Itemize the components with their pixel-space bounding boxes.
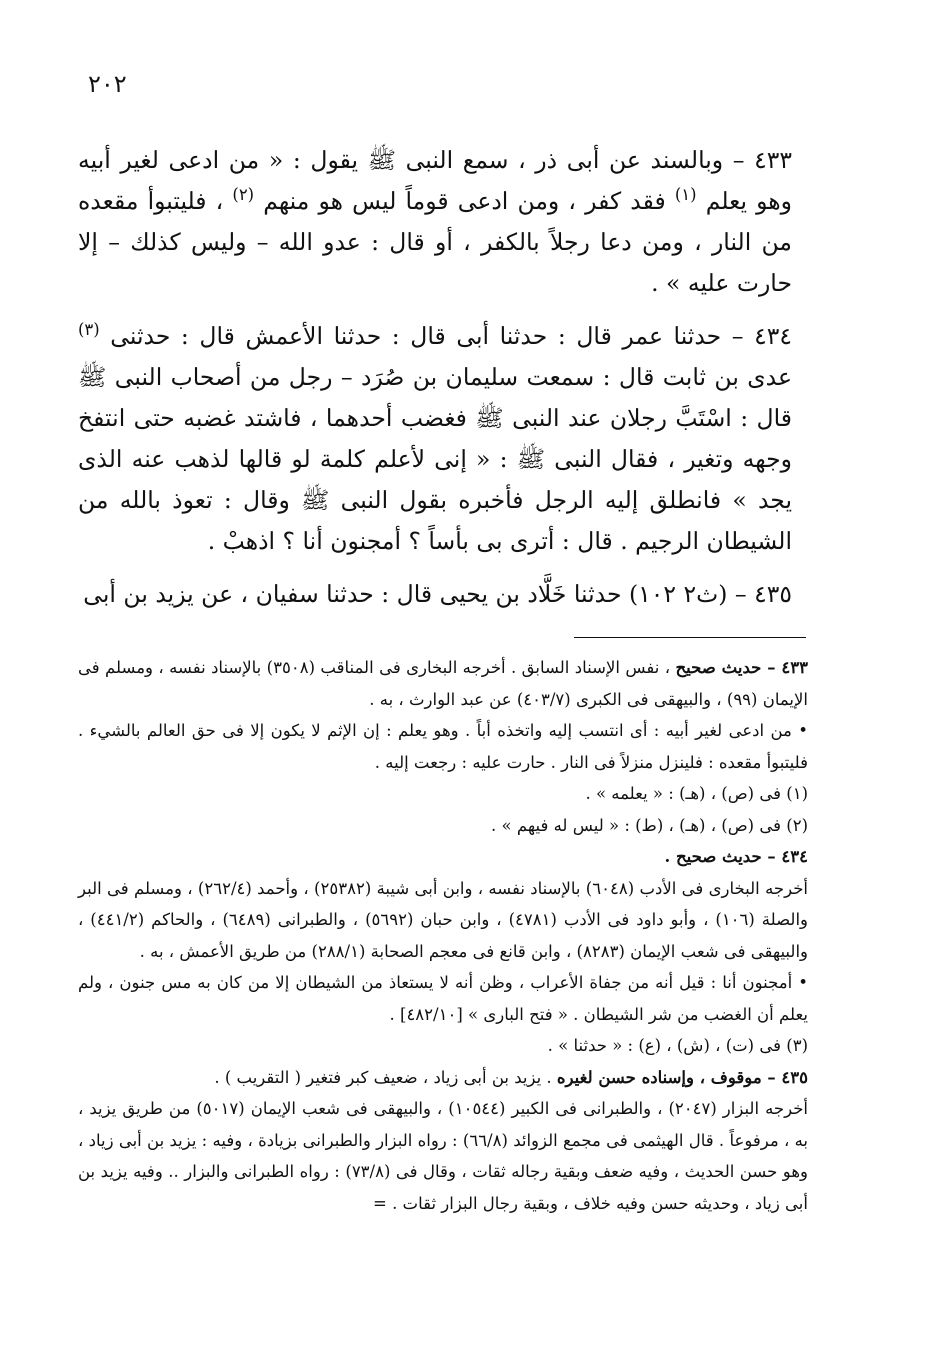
footnote-433	[78, 652, 808, 715]
hadith-text: عدى بن ثابت قال : سمعت سليمان بن صُرَد – رجل من أصحاب النبى ﷺ قال : اسْتَبَّ رجلان عند النبى ﷺ فغضب أحدهما ، فاشتد غضبه حتى انتفخ وجهه وتغير ، فقال النبى ﷺ : « إنى لأعلم كلمة لو قالها لذهب عنه الذى يجد » فانطلق إليه الرجل فأخبره بقول النبى ﷺ وقال : تعوذ بالله من الشيطان الرجيم . قال : أترى بى بأساً ؟ أمجنون أنا ؟ اذهبْ .	[78, 363, 792, 555]
footnote-435-body: أخرجه البزار (٢٠٤٧) ، والطبرانى فى الكبير (١٠٥٤٤) ، والبيهقى فى شعب الإيمان (٥٠١٧) من طريق يزيد ، به ، مرفوعاً . قال الهيثمى فى مجمع الزوائد (٦٦/٨) : رواه البزار والطبرانى بزيادة ، وفيه : يزيد بن أبى زياد ، وهو حسن الحديث ، وفيه ضعف وبقية رجاله ثقات ، وقال فى (٧٣/٨) : رواه الطبرانى والبزار .. وفيه يزيد بن أبى زياد ، وحديثه حسن وفيه خلاف ، وبقية رجال البزار ثقات . =	[78, 1099, 809, 1213]
main-text	[78, 140, 792, 627]
hadith-text: – (ث٢ ١٠٢) حدثنا خَلَّاد بن يحيى قال : حدثنا سفيان ، عن يزيد بن أبى	[83, 580, 755, 608]
footnote-text: ، نفس الإسناد السابق . أخرجه البخارى فى المناقب (٣٥٠٨) بالإسناد نفسه ، ومسلم فى الإيمان (٩٩) ، والبيهقى فى الكبرى (٤٠٣/٧) عن عبد الوارث ، به .	[78, 658, 808, 709]
hadith-number: ٤٣٥	[754, 580, 792, 608]
footnote-2: (٢) فى (ص) ، (هـ) ، (ط) : « ليس له فيهم » .	[491, 815, 808, 835]
footnote-435	[78, 1062, 808, 1094]
footnote-1: (١) فى (ص) ، (هـ) : « يعلمه » .	[585, 784, 808, 803]
hadith-text: – حدثنا عمر قال : حدثنا أبى قال : حدثنا الأعمش قال : حدثنى	[99, 322, 755, 350]
hadith-433	[78, 140, 792, 304]
footnote-heading: ٤٣٣ – حديث صحيح	[675, 658, 808, 677]
hadith-text: ، فليتبوأ مقعده من النار ، ومن دعا رجلاً بالكفر ، أو قال : عدو الله – وليس كذلك – إلا حارت عليه » .	[78, 187, 792, 297]
hadith-434	[78, 316, 792, 562]
hadith-text: فقد كفر ، ومن ادعى قوماً ليس هو منهم	[254, 187, 675, 215]
footnote-434-heading: ٤٣٤ – حديث صحيح .	[664, 847, 808, 866]
footnote-ref: (١)	[674, 185, 697, 205]
footnote-divider	[574, 637, 806, 638]
footnotes	[78, 652, 808, 1219]
hadith-number: ٤٣٣	[754, 146, 792, 174]
footnote-ref: (٣)	[78, 320, 100, 340]
footnote-433-note: • من ادعى لغير أبيه : أى انتسب إليه واتخذه أباً . وهو يعلم : إن الإثم لا يكون إلا فى حق العالم بالشيء . فليتبوأ مقعده : فلينزل منزلاً فى النار . حارت عليه : رجعت إليه .	[78, 721, 808, 772]
hadith-number: ٤٣٤	[754, 322, 792, 350]
footnote-text: . يزيد بن أبى زياد ، ضعيف كبر فتغير ( التقريب ) .	[214, 1067, 557, 1087]
hadith-text: – وبالسند عن أبى ذر ، سمع النبى ﷺ يقول : « من ادعى لغير أبيه وهو يعلم	[78, 146, 792, 215]
hadith-435	[78, 574, 792, 615]
footnote-heading: ٤٣٥ – موقوف ، وإسناده حسن لغيره	[556, 1067, 808, 1087]
page-number: ٢٠٢	[88, 70, 127, 98]
footnote-434-note: • أمجنون أنا : قيل أنه من جفاة الأعراب ، وظن أنه لا يستعاذ من الشيطان إلا من كان به مس جنون ، ولم يعلم أن الغضب من شر الشيطان . « فتح البارى » [٤٨٢/١٠] .	[78, 973, 808, 1024]
footnote-ref: (٢)	[232, 185, 255, 205]
footnote-434: أخرجه البخارى فى الأدب (٦٠٤٨) بالإسناد نفسه ، وابن أبى شيبة (٢٥٣٨٢) ، وأحمد (٢٦٢/٤) ، ومسلم فى البر والصلة (١٠٦) ، وأبو داود فى الأدب (٤٧٨١) ، وابن حبان (٥٦٩٢) ، والطبرانى (٦٤٨٩) ، والحاكم (٤٤١/٢) ، والبيهقى فى شعب الإيمان (٨٢٨٣) ، وابن قانع فى معجم الصحابة (٢٨٨/١) من طريق الأعمش ، به .	[78, 878, 809, 961]
footnote-3: (٣) فى (ت) ، (ش) ، (ع) : « حدثنا » .	[547, 1036, 808, 1055]
